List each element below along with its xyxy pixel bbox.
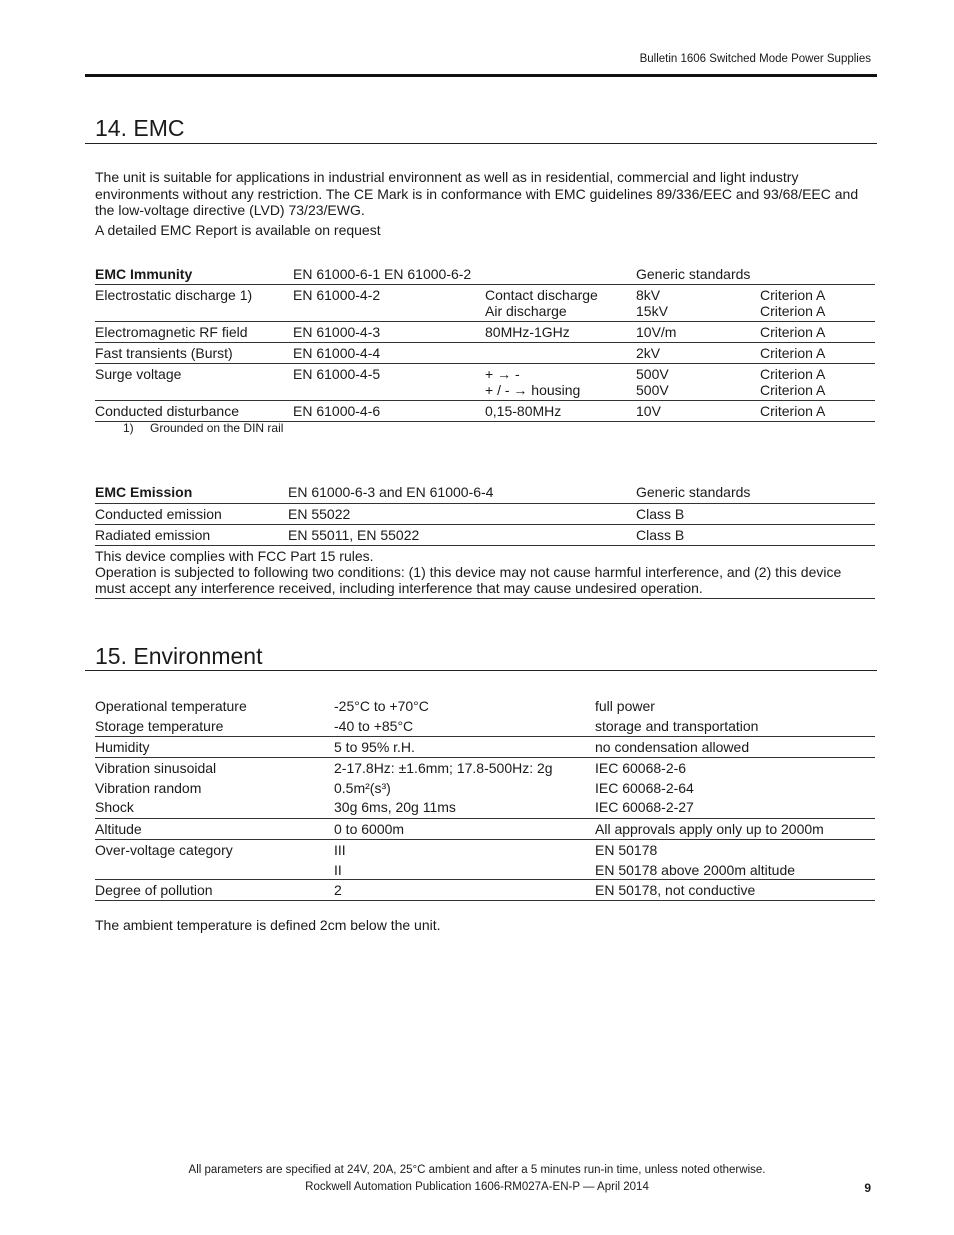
section-title-environment: 15. Environment [95, 643, 263, 669]
table-cell: Electromagnetic RF field [95, 324, 248, 340]
table-row [95, 696, 875, 737]
table-cell: no condensation allowed [595, 739, 750, 755]
table-cell: IEC 60068-2-6 IEC 60068-2-64 IEC 60068-2-27 [595, 760, 694, 815]
section-title-emc: 14. EMC [95, 115, 185, 141]
table-row [95, 364, 875, 401]
table-cell: 0,15-80MHz [485, 403, 562, 419]
table-cell: Class B [636, 506, 685, 522]
table-cell: Generic standards [636, 266, 751, 282]
table-row [95, 819, 875, 840]
table-cell: Criterion A Criterion A [760, 366, 826, 398]
section-rule [85, 143, 877, 144]
table-cell: Class B [636, 527, 685, 543]
table-row [95, 758, 875, 819]
table-cell: Degree of pollution [95, 882, 213, 898]
table-cell: Conducted disturbance [95, 403, 239, 419]
environment-table [95, 696, 875, 901]
table-row [95, 840, 875, 880]
table-cell: Operational temperature Storage temperature [95, 698, 247, 734]
emc-immunity-table [95, 264, 875, 422]
table-cell: EN 61000-4-3 [293, 324, 381, 340]
table-cell: Conducted emission [95, 506, 222, 522]
table-cell: Fast transients (Burst) [95, 345, 233, 361]
table-cell: 2kV [636, 345, 661, 361]
table-cell: EN 55011, EN 55022 [288, 527, 420, 543]
table-cell: Radiated emission [95, 527, 211, 543]
running-header: Bulletin 1606 Switched Mode Power Supplies [639, 53, 871, 65]
section-rule [85, 670, 877, 671]
table-row [95, 525, 875, 546]
table-header-row [95, 264, 875, 285]
page-number: 9 [864, 1181, 871, 1195]
footnote-number: 1) [123, 421, 134, 435]
table-cell: 10V/m [636, 324, 677, 340]
table-cell: EN 61000-4-2 [293, 287, 381, 303]
header-rule [85, 74, 877, 77]
table-cell: 5 to 95% r.H. [334, 739, 415, 755]
table-cell: 2 [334, 882, 342, 898]
table-cell: EN 61000-4-5 [293, 366, 381, 382]
table-row [95, 401, 875, 422]
table-cell: Over-voltage category [95, 842, 233, 858]
table-row [95, 504, 875, 525]
table-cell: Criterion A [760, 403, 826, 419]
table-cell: Generic standards [636, 484, 751, 500]
table-cell: Criterion A [760, 345, 826, 361]
table-cell: 8kV 15kV [636, 287, 668, 319]
table-cell: Vibration sinusoidal Vibration random Shock [95, 760, 217, 815]
table-cell: Surge voltage [95, 366, 182, 382]
emc-emission-table [95, 482, 875, 599]
footer-publication: Rockwell Automation Publication 1606-RM027A-EN-P — April 2014 [305, 1181, 649, 1193]
table-cell: EN 61000-6-1 EN 61000-6-2 [293, 266, 472, 282]
table-cell: EN 61000-4-6 [293, 403, 381, 419]
table-row [95, 322, 875, 343]
table-cell: + → - + / - → housing [485, 366, 581, 398]
table-cell: 10V [636, 403, 661, 419]
table-cell: Contact discharge Air discharge [485, 287, 598, 319]
table-cell: Criterion A Criterion A [760, 287, 826, 319]
table-row [95, 285, 875, 322]
table-cell: EN 55022 [288, 506, 351, 522]
table-cell: EMC Immunity [95, 266, 193, 282]
table-row [95, 343, 875, 364]
table-cell: EN 61000-4-4 [293, 345, 381, 361]
table-cell: 0 to 6000m [334, 821, 405, 837]
table-cell: -25°C to +70°C -40 to +85°C [334, 698, 429, 734]
table-cell: Electrostatic discharge 1) [95, 287, 253, 303]
table-cell: All approvals apply only up to 2000m [595, 821, 824, 837]
table-cell: 80MHz-1GHz [485, 324, 570, 340]
table-cell: EN 50178, not conductive [595, 882, 756, 898]
emc-intro: The unit is suitable for applications in industrial environnent as well as in residential, commercial and light industry environments without any restriction. The CE Mark is in conformance with EMC guidelines 89/336/EEC and 93/68/EEC and the low-voltage directive (LVD) 73/23/EWG. [95, 169, 859, 218]
table-cell: III II [334, 842, 346, 878]
emc-report-note: A detailed EMC Report is available on request [95, 222, 381, 238]
table-cell: Humidity [95, 739, 150, 755]
table-cell: 500V 500V [636, 366, 669, 398]
table-cell: 2-17.8Hz: ±1.6mm; 17.8-500Hz: 2g 0.5m²(s³) 30g 6ms, 20g 11ms [334, 760, 553, 815]
table-row [95, 880, 875, 901]
table-cell: EN 61000-6-3 and EN 61000-6-4 [288, 484, 494, 500]
table-cell: EN 50178 EN 50178 above 2000m altitude [595, 842, 796, 878]
table-cell: Altitude [95, 821, 142, 837]
table-cell: EMC Emission [95, 484, 193, 500]
table-cell: full power storage and transportation [595, 698, 759, 734]
table-cell: Criterion A [760, 324, 826, 340]
table-row [95, 737, 875, 758]
ambient-note: The ambient temperature is defined 2cm below the unit. [95, 917, 441, 933]
footer-note: All parameters are specified at 24V, 20A, 25°C ambient and after a 5 minutes run-in time, unless noted otherwise. [188, 1164, 766, 1176]
table-header-row [95, 482, 875, 504]
footnote: Grounded on the DIN rail [150, 421, 284, 435]
fcc-statement: This device complies with FCC Part 15 rules. Operation is subjected to following two conditions: (1) this device may not cause harmful interference, and (2) this device must accept any interference received, including interference that may cause undesired operation. [95, 546, 875, 599]
